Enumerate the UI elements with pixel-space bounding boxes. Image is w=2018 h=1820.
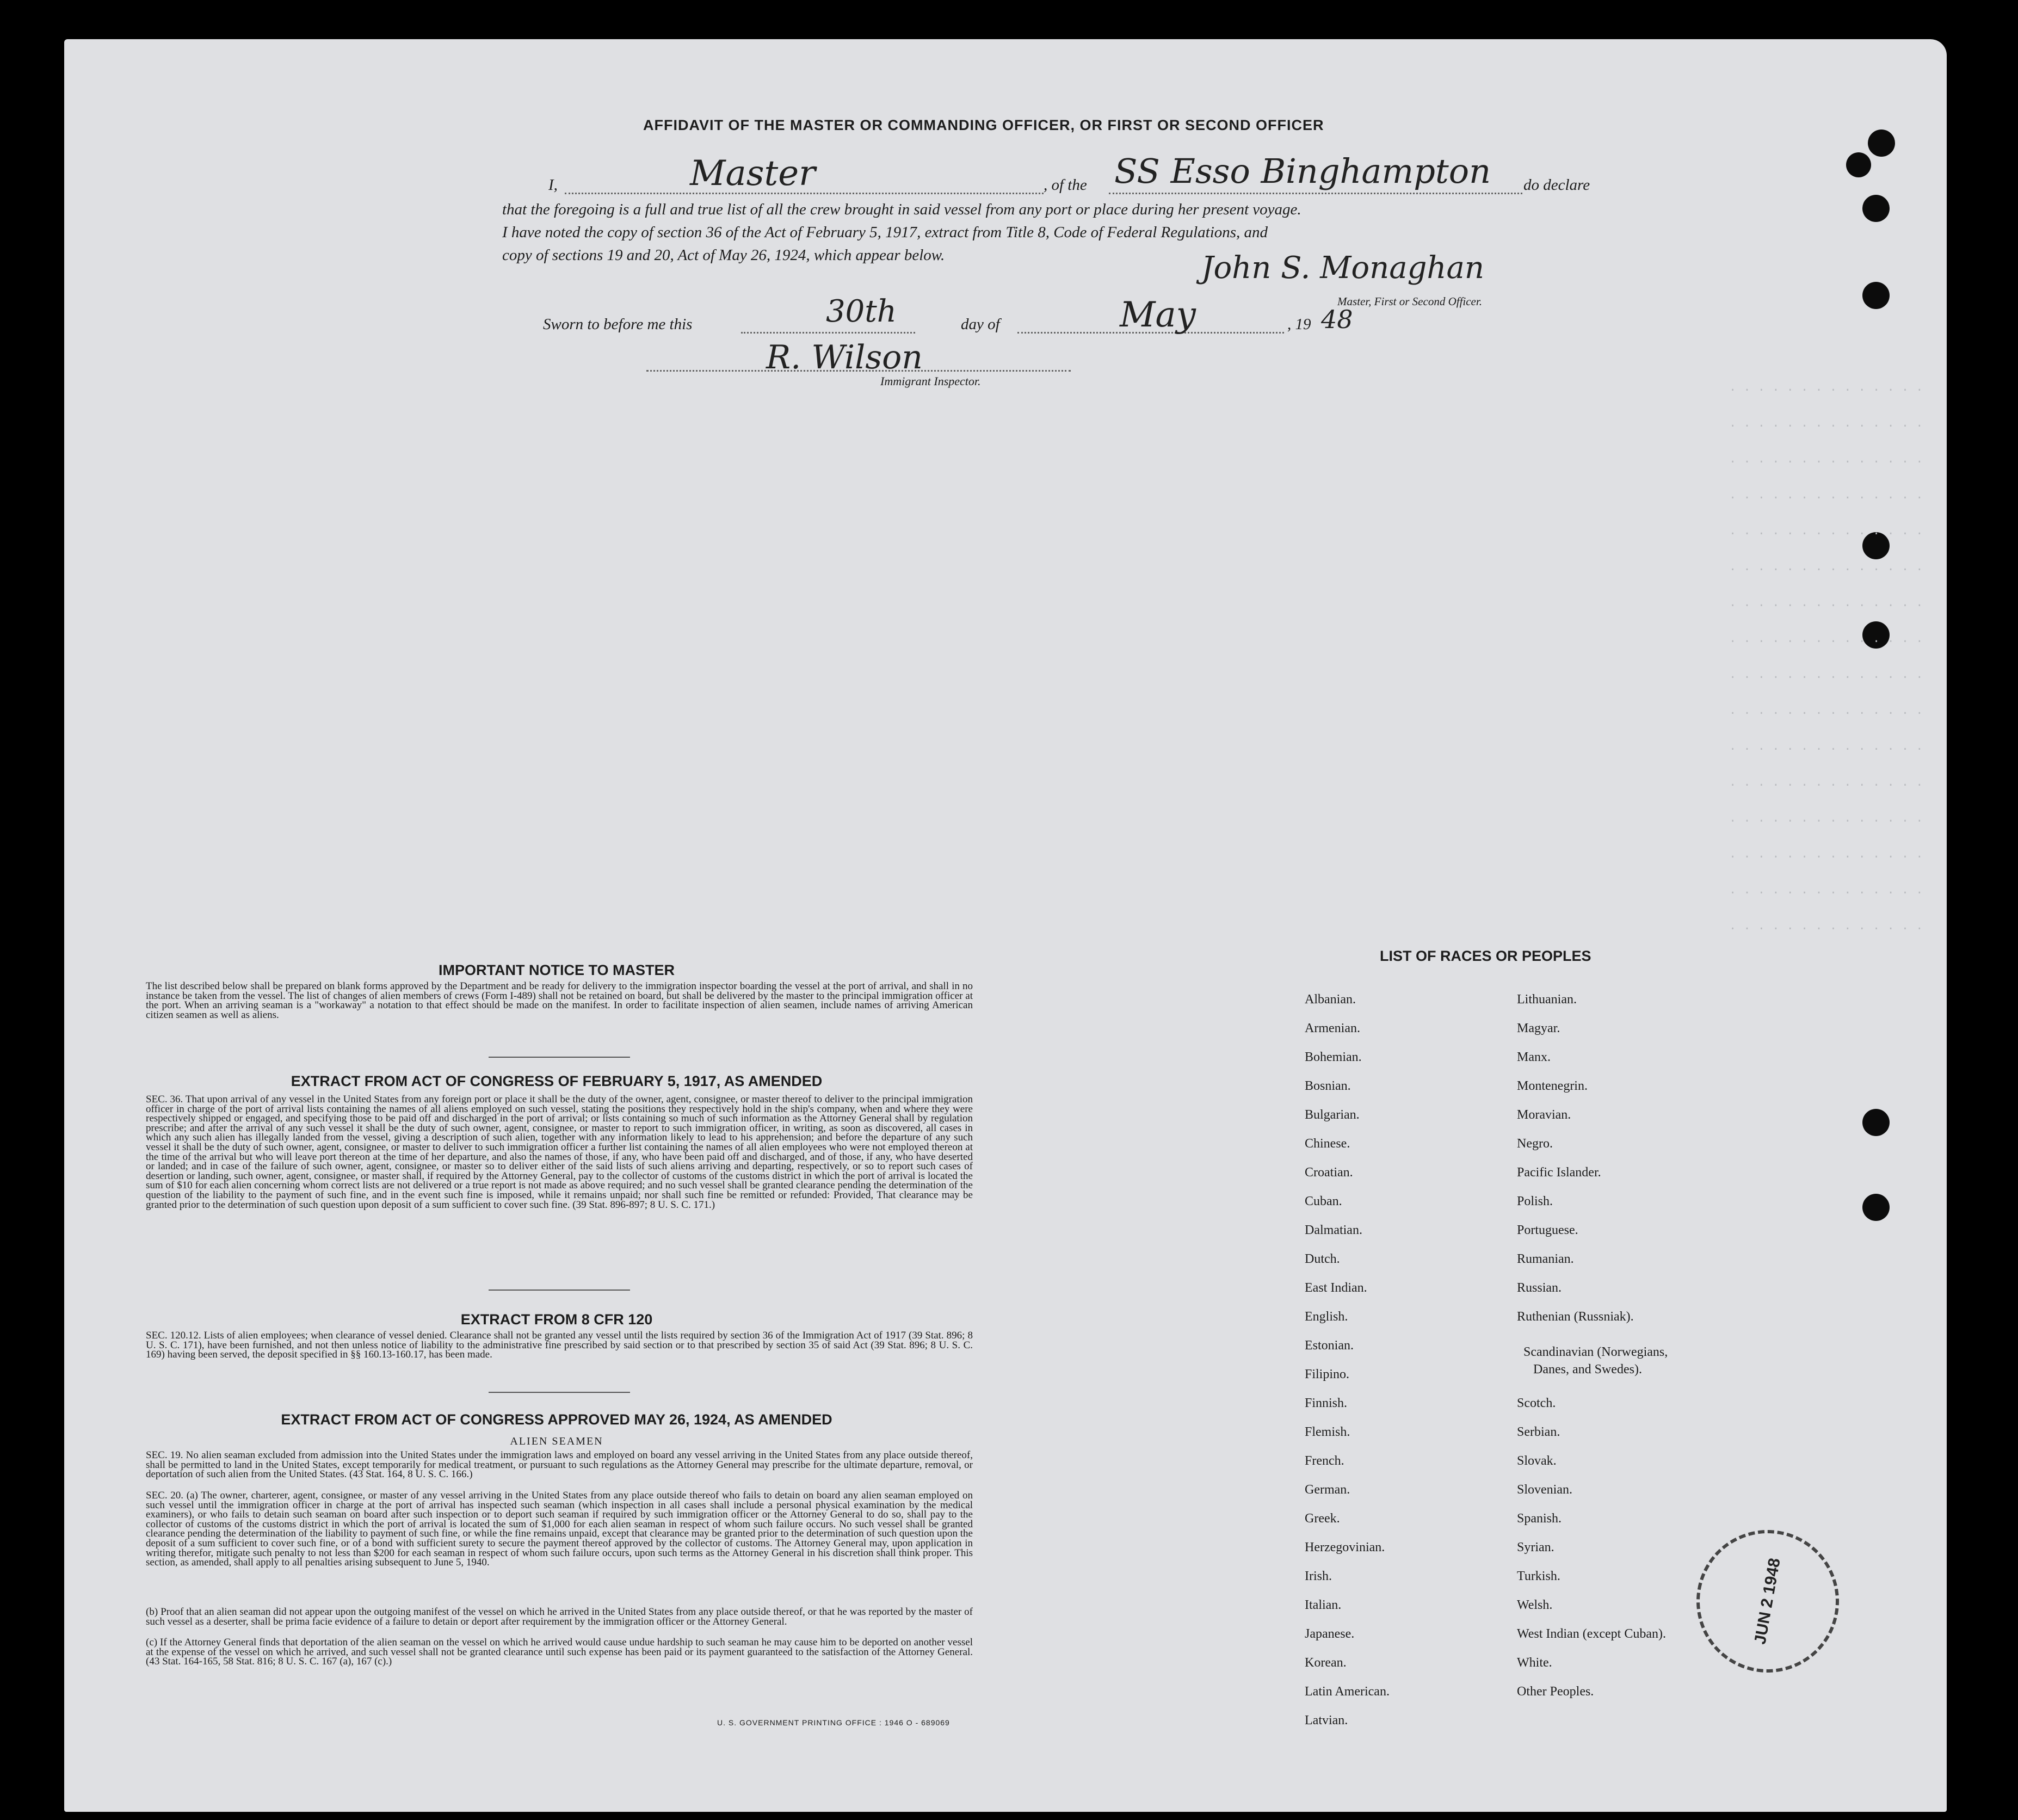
race-item: Flemish. [1305,1425,1350,1439]
notice-text: The list described below shall be prepared on blank forms approved by the Department and be ready for delivery to the immigration inspector boarding the vessel at the port of arrival, and shall in no instance be taken from the vessel. The list of changes of alien members of crews (Form I-489) shall not be retained on board, but shall be delivered by the master to the principal immigration officer at the port. When an arriving seaman is a "workaway" a notation to that effect should be made on the manifest. In order to facilitate inspection of alien seamen, include names of arriving American citizen seamen as well as aliens. [146,980,973,1021]
race-item: Other Peoples. [1517,1685,1594,1699]
year-suffix-handwritten: 48 [1321,305,1353,334]
sec19-text: SEC. 19. No alien seaman excluded from admission into the United States under the immigration laws and employed on board any vessel arriving in the United States from any place outside thereof, shall be permitted to land in the United States, except temporarily for medical treatment, or pursuant to such regulations as the Attorney General may prescribe for the ultimate departure, removal, or deportation of such alien from the United States. (43 Stat. 164, 8 U. S. C. 166.) [146,1449,973,1480]
notice-title: IMPORTANT NOTICE TO MASTER [439,962,675,978]
race-item: Greek. [1305,1511,1340,1526]
vessel-name-handwritten: SS Esso Binghampton [1114,151,1491,191]
race-item: Italian. [1305,1598,1342,1612]
race-item: Latvian. [1305,1713,1348,1728]
inspector-caption: Immigrant Inspector. [880,374,981,388]
sec20a-text: SEC. 20. (a) The owner, charterer, agent, consignee, or master of any vessel arriving in the United States from any place outside thereof who fails to detain on board any alien seaman employed on such vessel until the immigration officer in charge at the port of arrival has inspected such seaman (which inspection in all cases shall include a personal physical examination by the medical examiners), or who fails to detain such seaman on board after such inspection or to deport such seaman if required by such immigration officer or the Attorney General to do so, shall pay to the collector of customs of the customs district in which the port of arrival is located the sum of $1,000 for each alien seaman in respect of whom such failure occurs. No such vessel shall be granted clearance pending the determination of the liability to payment of such fine, or while the fine remains unpaid, except that clearance may be granted prior to the determination of such question upon the deposit of a sum sufficient to cover such fine, or of a bond with sufficient surety to secure the payment thereof approved by the collector of customs. The Attorney General may, upon application in writing therefor, mitigate such penalty to not less than $200 for each seaman in respect of whom such failure occurs, upon such terms as the Attorney General in his discretion shall think proper. This section, as amended, shall apply to all penalties arising subsequent to June 5, 1940. [146,1490,973,1569]
sec20c-text: (c) If the Attorney General finds that deportation of the alien seaman on the vessel on which he arrived would cause undue hardship to such seaman he may cause him to be deported on another vessel at the expense of the vessel on which he arrived, and such vessel shall not be granted clearance until such expense has been paid or its payment guaranteed to the satisfaction of the Attorney General. (43 Stat. 164-165, 58 Stat. 816; 8 U. S. C. 167 (a), 167 (c).) [146,1637,973,1668]
extract-1917-title: EXTRACT FROM ACT OF CONGRESS OF FEBRUARY 5, 1917, AS AMENDED [291,1073,823,1089]
race-item: West Indian (except Cuban). [1517,1627,1666,1641]
declaration-line-2: that the foregoing is a full and true list of all the crew brought in said vessel from any port or place during her present voyage. [502,201,1301,218]
race-item: Cuban. [1305,1194,1342,1208]
race-item: Korean. [1305,1656,1347,1670]
race-item: Dalmatian. [1305,1223,1362,1237]
race-item: Montenegrin. [1517,1079,1588,1093]
race-item: Bohemian. [1305,1050,1362,1064]
race-item: German. [1305,1483,1350,1497]
punch-hole [1862,1109,1890,1136]
race-item: Danes, and Swedes). [1533,1362,1642,1377]
race-item: Irish. [1305,1569,1332,1583]
race-item: White. [1517,1656,1552,1670]
declaration-line-4: copy of sections 19 and 20, Act of May 26, 1924, which appear below. [502,246,945,264]
divider [489,1057,630,1058]
day-line [741,332,915,334]
punch-hole [1862,282,1890,309]
divider [489,1290,630,1291]
race-item: Albanian. [1305,992,1356,1007]
race-item: Ruthenian (Russniak). [1517,1310,1634,1324]
alien-seamen-subtitle: ALIEN SEAMEN [510,1435,603,1447]
declaration-i: I, [548,176,558,194]
race-item: Croatian. [1305,1165,1353,1180]
document-page: . . . . . . . . . . . . . . . . . . . . . . . . . . . . . . . . . . . . . . . . . . . . . . . . . . . . . . . . . . . . . . . . . . . . . . . . . . . . . . . . . . . . . . . . . . . . . . . . . . . . . . . . . . . . . . . . . . . . . . . . . . . . . . . . . . . . . . . . . . . . . . . . . . . . . . . . . . . . . . . . . . . . . . . . . . . . . . . . . . . . . . . . . . . . . . . . . . . . . . . . . . . . . . . . . . . . . . . . . . . . . . . . AFFIDAVIT OF THE MASTER OR COMMANDING OFFICER, OR FIRST OR SECOND OFFICER I, Master , of the SS Esso Binghampton do declare that the foregoing is a full and true list of all the crew brought in said vessel from any port or place during her present voyage. I have noted the copy of section 36 of the Act of February 5, 1917, extract from Title 8, Code of Federal Regulations, and copy of sections 19 and 20, Act of May 26, 1924, which appear below. John S. Monaghan Master, First or Second Officer. Sworn to before me this 30th day of May , 19 48 R. Wilson Immigrant Inspector. IMPORTANT NOTICE TO MASTER The list described below shall be prepared on blank forms approved by the Department and be ready for delivery to the immigration inspector boarding the vessel at the port of arrival, and shall in no instance be taken from the vessel. The list of changes of alien members of crews (Form I-489) shall not be retained on board, but shall be delivered by the master to the principal immigration officer at the port. When an arriving seaman is a "workaway" a notation to that effect should be made on the manifest. In order to facilitate inspection of alien seamen, include names of arriving American citizen seamen as well as aliens. EXTRACT FROM ACT OF CONGRESS OF FEBRUARY 5, 1917, AS AMENDED SEC. 36. That upon arrival of any vessel in the United States from any foreign port or place it shall be the duty of the owner, agent, consignee, or master thereof to deliver to the principal immigration officer in charge of the port of arrival lists containing the names of all aliens employed on such vessel, stating the positions they respectively hold in the ship's company, when and where they were respectively shipped or engaged, and specifying those to be paid off and discharged in the port of arrival; or lists containing so much of such information as the Attorney General shall by regulation prescribe; and after the arrival of any such vessel it shall be the duty of such owner, agent, consignee, or master to report to such immigration officer, in writing, as soon as discovered, all cases in which any such alien has illegally landed from the vessel, giving a description of such alien, together with any information likely to lead to his apprehension; and before the departure of any such vessel it shall be the duty of such owner, agent, consignee, or master to deliver to such immigration officer a further list containing the names of all alien employees who were not employed thereon at the time of the arrival but who will leave port thereon at the time of her departure, and also the names of those, if any, who have been paid off and discharged, and of those, if any, who have deserted or landed; and in case of the failure of such owner, agent, consignee, or master so to deliver either of the said lists of such aliens arriving and departing, respectively, or so to report such cases of desertion or landing, such owner, agent, consignee, or master shall, if required by the Attorney General, pay to the collector of customs of the customs district in which the port of arrival is located the sum of $10 for each alien concerning whom correct lists are not delivered or a true report is not made as above required; and no such vessel shall be granted clearance pending the determination of the question of the liability to the payment of such fine, and in the event such fine is imposed, while it remains unpaid; nor shall such fine be remitted or refunded: Provided, That clearance may be granted prior to the determination of such question upon deposit of a sum sufficient to cover such fine. (39 Stat. 896-897; 8 U. S. C. 171.) EXTRACT FROM 8 CFR 120 SEC. 120.12. Lists of alien employees; when clearance of vessel denied. Clearance shall not be granted any vessel until the lists required by section 36 of the Immigration Act of 1917 (39 Stat. 896; 8 U. S. C. 171), have been furnished, and not then unless notice of liability to the administrative fine prescribed by said section or to that prescribed by section 35 of said Act (39 Stat. 896; 8 U. S. C. 169) having been served, the deposit specified in §§ 160.13-160.17, has been made. EXTRACT FROM ACT OF CONGRESS APPROVED MAY 26, 1924, AS AMENDED ALIEN SEAMEN SEC. 19. No alien seaman excluded from admission into the United States under the immigration laws and employed on board any vessel arriving in the United States from any place outside thereof, shall be permitted to land in the United States, except temporarily for medical treatment, or pursuant to such regulations as the Attorney General may prescribe for the ultimate departure, removal, or deportation of such alien from the United States. (43 Stat. 164, 8 U. S. C. 166.) SEC. 20. (a) The owner, charterer, agent, consignee, or master of any vessel arriving in the United States from any place outside thereof who fails to detain on board any alien seaman employed on such vessel until the immigration officer in charge at the port of arrival has inspected such seaman (which inspection in all cases shall include a personal physical examination by the medical examiners), or who fails to detain such seaman on board after such inspection or to deport such seaman if required by such immigration officer or the Attorney General to do so, shall pay to the collector of customs of the customs district in which the port of arrival is located the sum of $1,000 for each alien seaman in respect of whom such failure occurs. No such vessel shall be granted clearance pending the determination of the liability to payment of such fine, or while the fine remains unpaid, except that clearance may be granted prior to the determination of such question upon the deposit of a sum sufficient to cover such fine, or of a bond with sufficient surety to secure the payment thereof approved by the collector of customs. The Attorney General may, upon application in writing therefor, mitigate such penalty to not less than $200 for each seaman in respect of whom such failure occurs, upon such terms as the Attorney General in his discretion shall think proper. This section, as amended, shall apply to all penalties arising subsequent to June 5, 1940. (b) Proof that an alien seaman did not appear upon the outgoing manifest of the vessel on which he arrived in the United States from any place outside thereof, or that he was reported by the master of such vessel as a deserter, shall be prima facie evidence of a failure to detain or deport after requirement by the immigration officer or the Attorney General. (c) If the Attorney General finds that deportation of the alien seaman on the vessel on which he arrived would cause undue hardship to such seaman he may cause him to be deported on another vessel at the expense of the vessel on which he arrived, and such vessel shall not be granted clearance until such expense has been paid or its payment guaranteed to the satisfaction of the Attorney General. (43 Stat. 164-165, 58 Stat. 816; 8 U. S. C. 167 (a), 167 (c).) U. S. GOVERNMENT PRINTING OFFICE : 1946 O - 689069 LIST OF RACES OR PEOPLES Albanian. Armenian. Bohemian. Bosnian. Bulgarian. Chinese. Croatian. Cuban. Dalmatian. Dutch. East Indian. English. Estonian. Filipino. Finnish. Flemish. French. German. Greek. Herzegovinian. Irish. Italian. Japanese. Korean. Latin American. Latvian. Lithuanian. Magyar. Manx. Montenegrin. Moravian. Negro. Pacific Islander. Polish. Portuguese. Rumanian. Russian. Ruthenian (Russniak). Scandinavian (Norwegians, Danes, and Swedes). Scotch. Serbian. Slovak. Slovenian. Spanish. Syrian. Turkish. Welsh. West Indian (except Cuban). White. Other Peoples. JUN 2 1948 [64,39,1947,1812]
race-item: Finnish. [1305,1396,1348,1410]
printer-imprint: U. S. GOVERNMENT PRINTING OFFICE : 1946 O - 689069 [717,1718,950,1727]
declaration-line-3: I have noted the copy of section 36 of the Act of February 5, 1917, extract from Title 8, Code of Federal Regulations, and [502,224,1268,241]
punch-hole [1846,152,1871,177]
sworn-prefix: Sworn to before me this [543,316,693,333]
master-signature: John S. Monaghan [1201,250,1484,286]
extract-1924-title: EXTRACT FROM ACT OF CONGRESS APPROVED MAY 26, 1924, AS AMENDED [281,1411,832,1428]
race-item: Slovak. [1517,1454,1557,1468]
race-item: Welsh. [1517,1598,1553,1612]
race-item: French. [1305,1454,1344,1468]
race-item: Negro. [1517,1137,1553,1151]
divider [489,1392,630,1393]
race-item: Lithuanian. [1517,992,1577,1007]
race-item: Japanese. [1305,1627,1355,1641]
race-item: Turkish. [1517,1569,1560,1583]
signature-caption: Master, First or Second Officer. [1337,295,1482,308]
race-item: Latin American. [1305,1685,1390,1699]
stamp-date: JUN 2 1948 [1751,1557,1784,1646]
race-item: Magyar. [1517,1021,1560,1035]
race-item: Portuguese. [1517,1223,1578,1237]
race-item: Bulgarian. [1305,1108,1360,1122]
race-item: Filipino. [1305,1367,1350,1381]
of-the-label: , of the [1044,176,1087,194]
race-item: Armenian. [1305,1021,1360,1035]
immigration-date-stamp [1685,1519,1850,1684]
extract-cfr-title: EXTRACT FROM 8 CFR 120 [460,1311,653,1328]
race-item: Scandinavian (Norwegians, [1523,1345,1668,1359]
sworn-day-handwritten: 30th [826,294,897,329]
race-item: Serbian. [1517,1425,1560,1439]
race-item: East Indian. [1305,1281,1367,1295]
race-item: Bosnian. [1305,1079,1351,1093]
race-item: Slovenian. [1517,1483,1572,1497]
race-item: Russian. [1517,1281,1562,1295]
day-of-label: day of [961,316,1000,333]
race-item: Syrian. [1517,1540,1554,1554]
races-title: LIST OF RACES OR PEOPLES [1380,948,1591,964]
race-item: English. [1305,1310,1348,1324]
race-item: Rumanian. [1517,1252,1574,1266]
affidavit-title: AFFIDAVIT OF THE MASTER OR COMMANDING OFFICER, OR FIRST OR SECOND OFFICER [643,117,1324,133]
sworn-month-handwritten: May [1120,295,1196,335]
punch-hole [1868,129,1895,157]
race-item: Spanish. [1517,1511,1562,1526]
race-item: Polish. [1517,1194,1553,1208]
sec20b-text: (b) Proof that an alien seaman did not appear upon the outgoing manifest of the vessel on which he arrived in the United States from any place outside thereof, or that he was reported by the master of such vessel as a deserter, shall be prima facie evidence of a failure to detain or deport after requirement by the immigration officer or the Attorney General. [146,1606,973,1627]
race-item: Estonian. [1305,1338,1354,1353]
race-item: Scotch. [1517,1396,1556,1410]
rank-handwritten: Master [690,153,816,194]
punch-hole [1862,195,1890,222]
race-item: Dutch. [1305,1252,1340,1266]
race-item: Herzegovinian. [1305,1540,1385,1554]
vessel-line [1109,193,1522,194]
extract-1917-text: SEC. 36. That upon arrival of any vessel in the United States from any foreign port or place it shall be the duty of the owner, agent, consignee, or master thereof to deliver to the principal immigration officer in charge of the port of arrival lists containing the names of all aliens employed on such vessel, stating the positions they respectively hold in the ship's company, when and where they were respectively shipped or engaged, and specifying those to be paid off and discharged in the port of arrival; or lists containing so much of such information as the Attorney General shall by regulation prescribe; and after the arrival of any such vessel it shall be the duty of such owner, agent, consignee, or master to report to such immigration officer, in writing, as soon as discovered, all cases in which any such alien has illegally landed from the vessel, giving a description of such alien, together with any information likely to lead to his apprehension; and before the departure of any such vessel it shall be the duty of such owner, agent, consignee, or master to deliver to such immigration officer a further list containing the names of all alien employees who were not employed thereon at the time of the arrival but who will leave port thereon at the time of her departure, and also the names of those, if any, who have been paid off and discharged, and of those, if any, who have deserted or landed; and in case of the failure of such owner, agent, consignee, or master so to deliver either of the said lists of such aliens arriving and departing, respectively, or so to report such cases of desertion or landing, such owner, agent, consignee, or master shall, if required by the Attorney General, pay to the collector of customs of the customs district in which the port of arrival is located the sum of $10 for each alien concerning whom correct lists are not delivered or a true report is not made as above required; and no such vessel shall be granted clearance pending the determination of the question of the liability to the payment of such fine, and in the event such fine is imposed, while it remains unpaid; nor shall such fine be remitted or refunded: Provided, That clearance may be granted prior to the determination of such question upon deposit of a sum sufficient to cover such fine. (39 Stat. 896-897; 8 U. S. C. 171.) [146,1094,973,1211]
race-item: Manx. [1517,1050,1551,1064]
race-item: Pacific Islander. [1517,1165,1601,1180]
extract-cfr-text: SEC. 120.12. Lists of alien employees; when clearance of vessel denied. Clearance shall not be granted any vessel until the lists required by section 36 of the Immigration Act of 1917 (39 Stat. 896; 8 U. S. C. 171), have been furnished, and not then unless notice of liability to the administrative fine prescribed by said section or to that prescribed by section 35 of said Act (39 Stat. 896; 8 U. S. C. 169) having been served, the deposit specified in §§ 160.13-160.17, has been made. [146,1330,973,1361]
do-declare-label: do declare [1523,176,1590,194]
punch-hole [1862,1194,1890,1221]
inspector-signature: R. Wilson [766,338,923,377]
race-item: Chinese. [1305,1137,1350,1151]
year-prefix: , 19 [1287,316,1311,333]
race-item: Moravian. [1517,1108,1571,1122]
